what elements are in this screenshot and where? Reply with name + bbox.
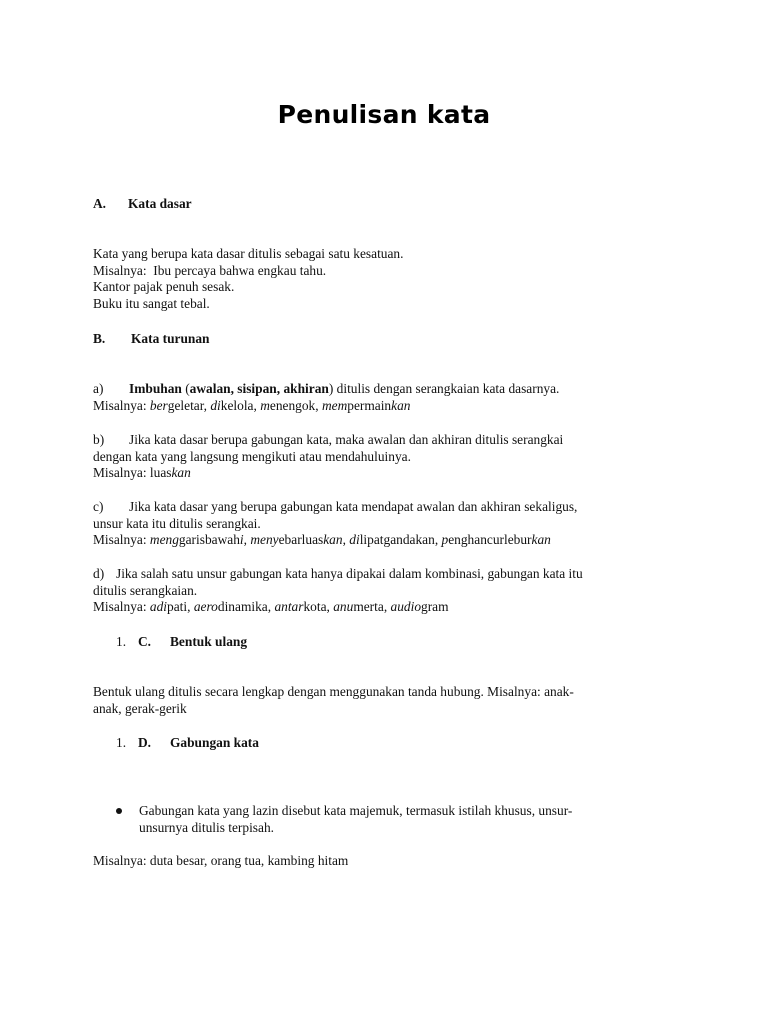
example-label: Misalnya: — [93, 599, 150, 615]
example-root: garisbawah — [178, 532, 240, 548]
item-d-line — [93, 566, 673, 583]
item-a-rule — [93, 381, 673, 398]
example-root: kelola — [220, 397, 254, 413]
example-root: enghancurlebur — [448, 532, 532, 548]
example-root: gram — [421, 599, 449, 615]
item-d-label: d) — [93, 566, 105, 581]
example-label: Misalnya: — [93, 397, 150, 413]
section-b-item-c — [93, 499, 673, 549]
example-prefix: meng — [149, 532, 179, 548]
section-a-line: Misalnya: Ibu percaya bahwa engkau tahu. — [93, 262, 327, 278]
section-b-item-d — [93, 566, 673, 616]
item-c-line: unsur kata itu ditulis serangkai. — [93, 515, 261, 531]
item-d-examples: Misalnya: adipati, aerodinamika, antarkota, anumerta, audiogram — [93, 599, 449, 615]
example-prefix: p — [441, 532, 449, 548]
example-prefix: m — [260, 397, 270, 413]
example-prefix: meny — [250, 532, 279, 548]
section-c-body — [93, 684, 673, 717]
example-root: lipatgandakan — [359, 532, 435, 548]
document-title: Penulisan kata — [277, 100, 491, 129]
item-a-label: a) — [93, 381, 104, 396]
example-prefix: anu — [333, 599, 354, 615]
item-b-label: b) — [93, 432, 105, 447]
section-c-title: Bentuk ulang — [170, 634, 248, 649]
section-d-title: Gabungan kata — [170, 735, 259, 750]
item-c-text: Jika kata dasar yang berupa gabungan kata mendapat awalan dan akhiran sekaligus, — [129, 499, 578, 514]
section-a-title: Kata dasar — [128, 196, 192, 211]
example-root: merta — [353, 599, 384, 615]
example-label: Misalnya: — [93, 532, 150, 548]
example-suffix: kan — [171, 465, 191, 481]
example-suffix: kan — [323, 532, 343, 548]
section-b-marker: B. — [93, 331, 106, 346]
section-c-heading — [116, 634, 696, 651]
bullet-line: unsurnya ditulis terpisah. — [139, 819, 275, 835]
item-d-line: ditulis serangkaian. — [93, 582, 198, 598]
example-root: enengok — [269, 397, 316, 413]
example-root: geletar — [167, 397, 204, 413]
bullet-icon — [116, 808, 122, 814]
item-b-example — [93, 465, 673, 482]
section-b-item-b — [93, 432, 673, 482]
item-a-rest: ) ditulis dengan serangkaian kata dasarnya. — [328, 381, 560, 396]
section-d-heading — [116, 735, 696, 752]
example-prefix: di — [210, 397, 221, 413]
section-c-line: Bentuk ulang ditulis secara lengkap dengan menggunakan tanda hubung. Misalnya: anak- — [93, 684, 574, 699]
item-b-line: dengan kata yang langsung mengikuti atau mendahuluinya. — [93, 448, 411, 464]
section-b-heading — [93, 331, 673, 348]
example-prefix: aero — [193, 599, 218, 615]
example-root: kota — [303, 599, 327, 615]
section-d-marker: D. — [138, 735, 152, 750]
section-b-item-a — [93, 381, 673, 414]
example-prefix: antar — [274, 599, 304, 615]
section-a-line: Kantor pajak penuh sesak. — [93, 279, 235, 295]
section-a-line: Kata yang berupa kata dasar ditulis sebagai satu kesatuan. — [93, 246, 404, 261]
item-d-text: Jika salah satu unsur gabungan kata hanya dipakai dalam kombinasi, gabungan kata itu — [116, 566, 583, 581]
item-b-text: Jika kata dasar berupa gabungan kata, maka awalan dan akhiran ditulis serangkai — [129, 432, 564, 447]
section-c-marker: C. — [138, 634, 152, 649]
section-a-body — [93, 246, 673, 312]
section-b-title: Kata turunan — [131, 331, 210, 346]
item-a-examples: Misalnya: bergeletar, dikelola, menengok, mempermainkan — [93, 397, 411, 413]
example-suffix: i — [239, 532, 244, 548]
item-a-bold-term: Imbuhan — [129, 381, 182, 396]
example-prefix: adi — [149, 599, 168, 615]
item-a-bold-list: awalan, sisipan, akhiran — [189, 381, 329, 396]
item-c-label: c) — [93, 499, 104, 514]
section-c-list-number: 1. — [116, 634, 127, 649]
item-a-paren: ( — [181, 381, 190, 396]
bullet-line: Gabungan kata yang lazin disebut kata majemuk, termasuk istilah khusus, unsur- — [139, 803, 573, 818]
example-suffix: kan — [391, 397, 411, 413]
example-root: permain — [347, 397, 392, 413]
section-a-heading — [93, 196, 673, 213]
example-root: ebarluas — [278, 532, 324, 548]
item-c-examples: Misalnya: menggarisbawahi, menyebarluaskan, dilipatgandakan, penghancurleburkan — [93, 532, 551, 548]
example-prefix: ber — [149, 397, 168, 413]
example-prefix: audio — [390, 599, 422, 615]
example-label: Misalnya: — [93, 465, 150, 481]
example-prefix: mem — [321, 397, 348, 413]
section-a-marker: A. — [93, 196, 107, 211]
item-b-line — [93, 432, 673, 449]
example-root: pati — [167, 599, 188, 615]
example-suffix: kan — [531, 532, 551, 548]
example-prefix: di — [349, 532, 360, 548]
section-d-list-number: 1. — [116, 735, 127, 750]
example-root: luas — [149, 465, 172, 481]
section-d-bullet-item — [139, 803, 659, 836]
section-a-line: Buku itu sangat tebal. — [93, 295, 210, 311]
example-root: dinamika — [217, 599, 268, 615]
item-c-line — [93, 499, 673, 516]
section-c-line: anak, gerak-gerik — [93, 700, 187, 716]
section-d-example: Misalnya: duta besar, orang tua, kambing hitam — [93, 853, 349, 868]
